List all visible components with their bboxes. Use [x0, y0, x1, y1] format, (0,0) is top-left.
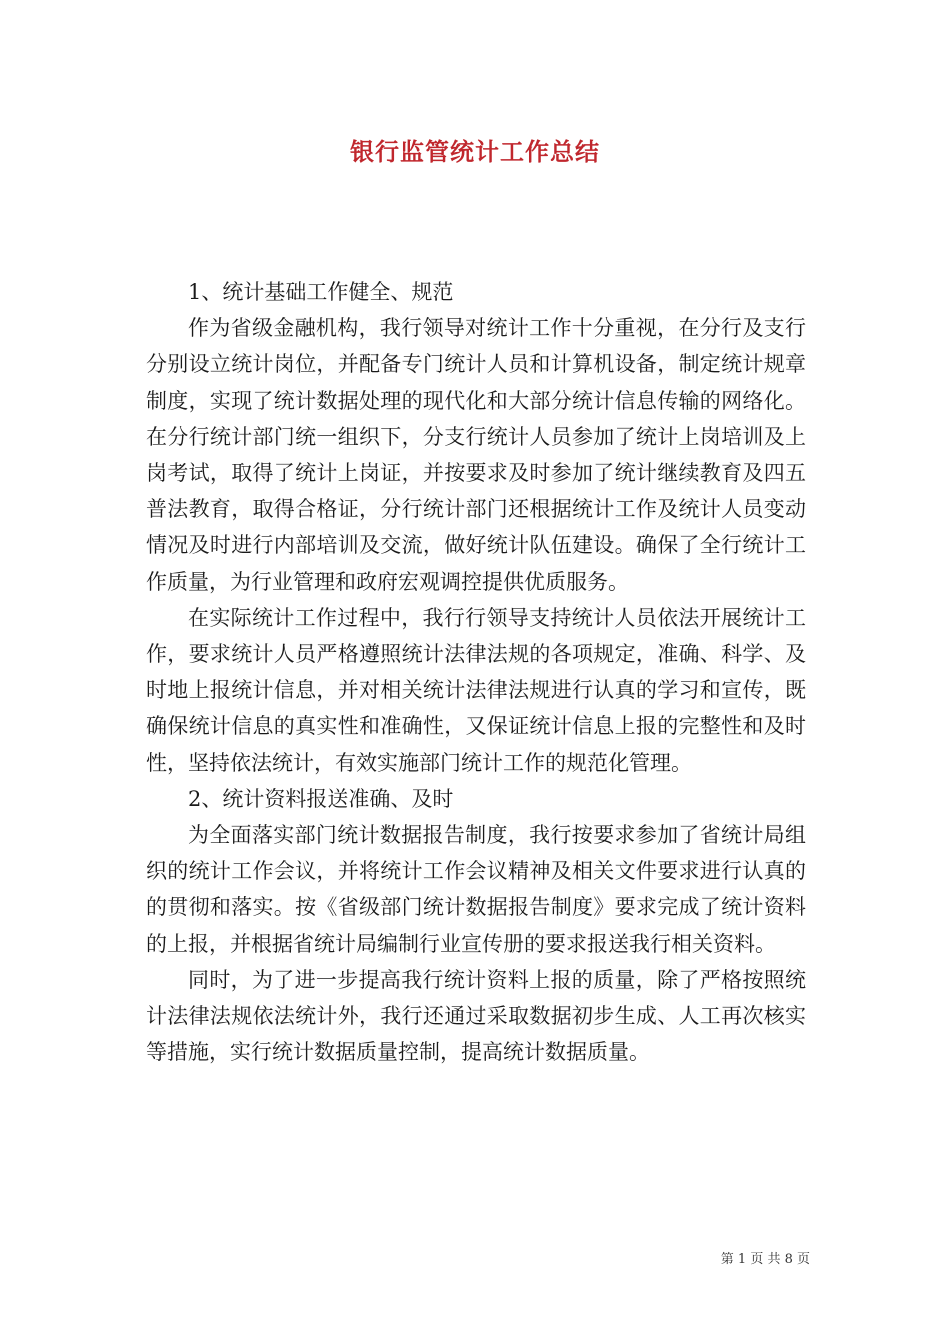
paragraph-3: 为全面落实部门统计数据报告制度，我行按要求参加了省统计局组织的统计工作会议，并将统计工作会议精神及相关文件要求进行认真的的贯彻和落实。按《省级部门统计数据报告制度》要求完成了统计资料的上报，并根据省统计局编制行业宣传册的要求报送我行相关资料。 [146, 823, 806, 956]
page-number: 第 1 页 共 8 页 [720, 1252, 810, 1267]
section-heading-1: 1、统计基础工作健全、规范 [188, 280, 454, 304]
section-heading-2: 2、统计资料报送准确、及时 [188, 786, 454, 811]
paragraph-2: 在实际统计工作过程中，我行行领导支持统计人员依法开展统计工作，要求统计人员严格遵照统计法律法规的各项规定，准确、科学、及时地上报统计信息，并对相关统计法律法规进行认真的学习和宣传，既确保统计信息的真实性和准确性，又保证统计信息上报的完整性和及时性，坚持依法统计，有效实施部门统计工作的规范化管理。 [146, 605, 806, 775]
paragraph-4: 同时，为了进一步提高我行统计资料上报的质量，除了严格按照统计法律法规依法统计外，我行还通过采取数据初步生成、人工再次核实等措施，实行统计数据质量控制，提高统计数据质量。 [146, 967, 806, 1065]
page-title: 银行监管统计工作总结 [350, 138, 600, 166]
paragraph-1: 作为省级金融机构，我行领导对统计工作十分重视，在分行及支行分别设立统计岗位，并配备专门统计人员和计算机设备，制定统计规章制度，实现了统计数据处理的现代化和大部分统计信息传输的网络化。在分行统计部门统一组织下，分支行统计人员参加了统计上岗培训及上岗考试，取得了统计上岗证，并按要求及时参加了统计继续教育及四五普法教育，取得合格证，分行统计部门还根据统计工作及统计人员变动情况及时进行内部培训及交流，做好统计队伍建设。确保了全行统计工作质量，为行业管理和政府宏观调控提供优质服务。 [146, 316, 806, 594]
document-body [146, 274, 806, 1070]
